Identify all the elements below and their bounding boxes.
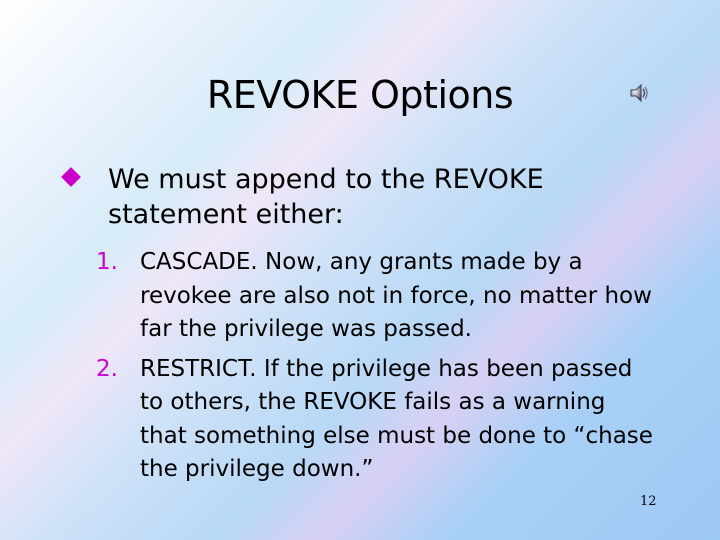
- numbered-list: [96, 246, 656, 493]
- page-number: 12: [640, 494, 657, 509]
- diamond-bullet-icon: [61, 167, 81, 187]
- list-item-text: RESTRICT. If the privilege has been passed to others, the REVOKE fails as a warning that something else must be done to “chase the privilege down.”: [140, 355, 653, 482]
- slide-title: REVOKE Options: [206, 73, 514, 117]
- list-item-text: CASCADE. Now, any grants made by a revokee are also not in force, no matter how far the privilege was passed.: [140, 249, 652, 342]
- bullet-text: We must append to the REVOKE statement either:: [108, 164, 544, 230]
- list-number: 1.: [96, 249, 118, 275]
- list-item: [96, 353, 656, 487]
- list-item: [96, 246, 656, 347]
- speaker-icon[interactable]: [628, 82, 650, 104]
- list-number: 2.: [96, 355, 118, 382]
